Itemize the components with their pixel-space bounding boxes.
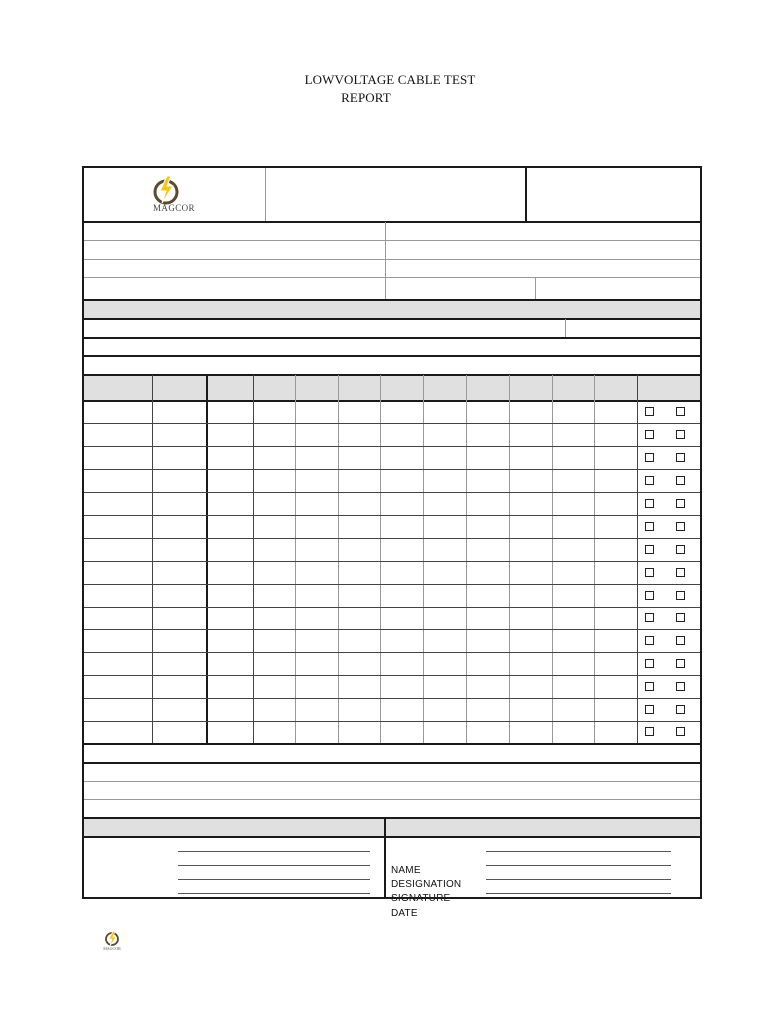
label-name: NAME: [391, 865, 421, 876]
form-border: [82, 166, 702, 899]
report-title-line1: LOWVOLTAGE CABLE TEST: [304, 72, 476, 87]
test-report-form: [82, 166, 702, 919]
label-date: DATE: [391, 908, 418, 919]
label-designation: DESIGNATION: [391, 879, 462, 890]
label-signature: SIGNATURE: [391, 893, 451, 904]
logo-wordmark: MAGCOR: [153, 203, 195, 213]
report-title-line2: REPORT: [341, 90, 391, 105]
footer-logo-wordmark: MAGCOR: [103, 946, 121, 951]
